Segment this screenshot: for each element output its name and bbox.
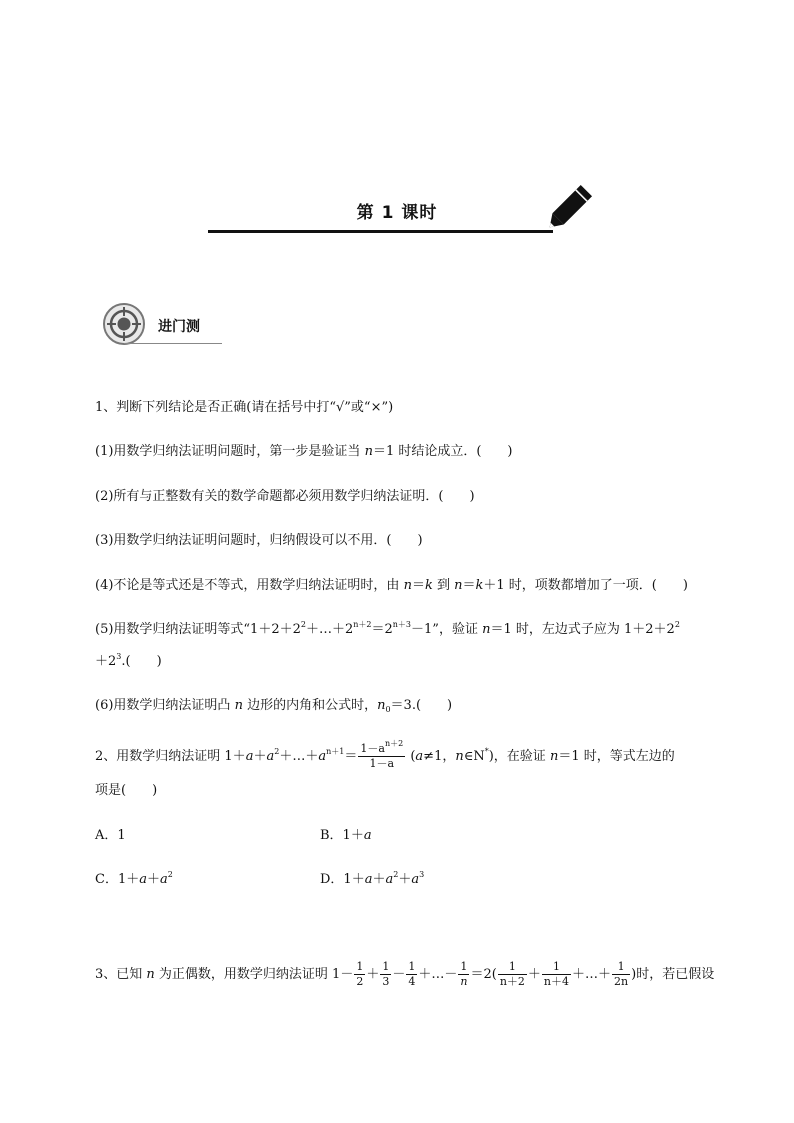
q2-option-c: C．$1+a+a^2$ (95, 870, 173, 887)
q2-stem: 2、用数学归纳法证明 $1+a+a^2+\dots+a^{n+1}=$ $\frac{1-a^{n+2}}{1-a}$ (a≠1，n∈N*)，在验证 n＝1 时，等式左边的 (95, 739, 675, 770)
q3-fraction-5: $\frac{1}{n+2}$ (499, 960, 525, 988)
q1-statement-5-cont: $+2^3$.( ) (95, 652, 162, 669)
q2-fraction: $\frac{1-a^{n+2}}{1-a}$ (360, 739, 404, 770)
q3-fraction-7: $\frac{1}{2n}$ (614, 960, 629, 988)
q1-statement-6: (6)用数学归纳法证明凸 n 边形的内角和公式时，$n_0=3$.( ) (95, 698, 453, 714)
q1-stem: 1、判断下列结论是否正确(请在括号中打“√”或“×”) (95, 400, 394, 415)
lesson-title: 第 1 课时 (356, 203, 438, 223)
q2-option-d: D．$1+a+a^2+a^3$ (320, 870, 425, 887)
q1-statement-1: (1)用数学归纳法证明问题时，第一步是验证当 n＝1 时结论成立．( ) (95, 444, 513, 459)
q3-fraction-3: $\frac{1}{4}$ (408, 960, 416, 988)
title-underline (208, 230, 553, 233)
q3-fraction-1: $\frac{1}{2}$ (356, 960, 364, 988)
q1-statement-2: (2)所有与正整数有关的数学命题都必须用数学归纳法证明．( ) (95, 489, 475, 504)
q2-stem-cont: 项是( ) (95, 783, 158, 798)
section-underline (124, 343, 222, 344)
target-icon (102, 302, 146, 346)
q3-stem: 3、已知 n 为正偶数，用数学归纳法证明 1－ $\frac{1}{2}$ ＋ $\frac{1}{3}$ － $\frac{1}{4}$ ＋…－ $\frac{1}{n}$ ＝2( $\frac{1}{n+2}$ ＋ $\frac{1}{n+4}$ ＋…＋ $\frac{1}{2n}$ )时，若已假设 (95, 960, 715, 988)
q1-statement-3: (3)用数学归纳法证明问题时，归纳假设可以不用．( ) (95, 533, 423, 548)
q1-statement-5: (5)用数学归纳法证明等式“$1+2+2^2+\dots+2^{n+2}=2^{n+3}-1$”，验证 n＝1 时，左边式子应为 $1+2+2^2$ (95, 620, 680, 637)
q3-fraction-6: $\frac{1}{n+4}$ (543, 960, 570, 988)
pencil-icon (540, 183, 596, 235)
q1-statement-4: (4)不论是等式还是不等式，用数学归纳法证明时，由 n＝k 到 n＝k＋1 时，项数都增加了一项．( ) (95, 578, 688, 593)
q3-fraction-2: $\frac{1}{3}$ (382, 960, 390, 988)
q2-option-a: A．1 (95, 828, 126, 843)
q2-option-b: B．1＋a (320, 828, 372, 843)
q3-fraction-4: $\frac{1}{n}$ (460, 960, 468, 988)
section-label: 进门测 (158, 319, 200, 335)
